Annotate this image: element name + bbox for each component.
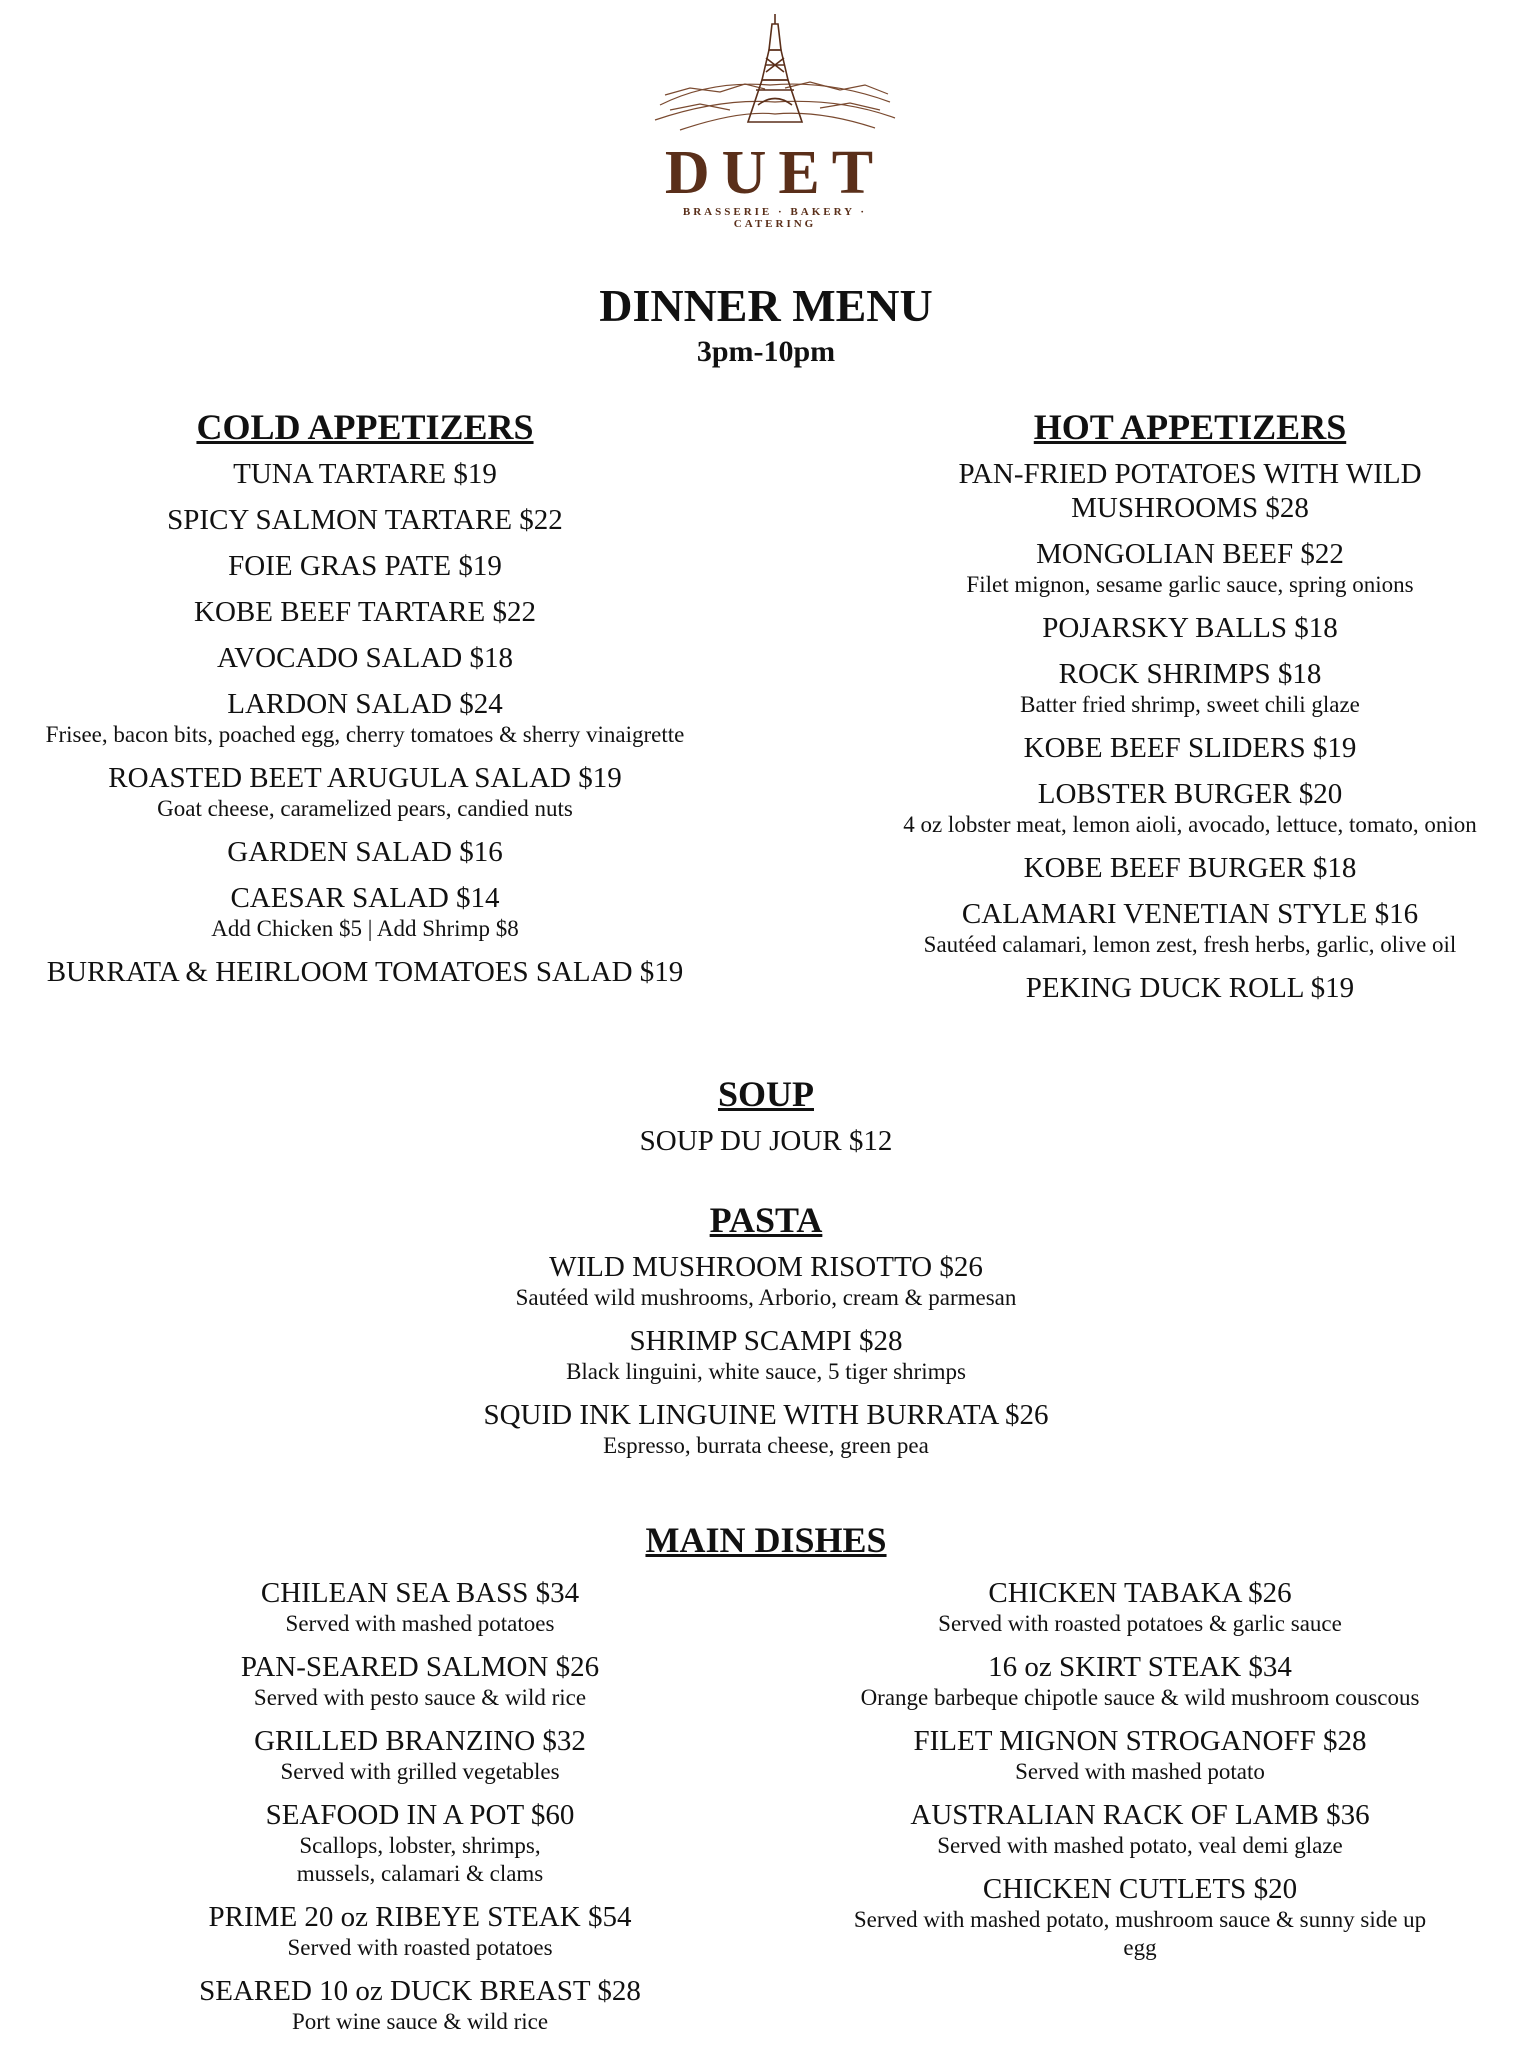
section-heading: PASTA — [709, 1200, 823, 1240]
menu-item — [160, 1900, 680, 1962]
item-name: PEKING DUCK ROLL $19 — [1025, 972, 1355, 1004]
item-name: KOBE BEEF TARTARE $22 — [194, 596, 536, 628]
item-name: PAN-FRIED POTATOES WITH WILD MUSHROOMS $28 — [958, 458, 1422, 524]
menu-item — [820, 1650, 1460, 1712]
section-heading: HOT APPETIZERS — [1033, 407, 1347, 447]
item-description: Served with mashed potato, mushroom sauce & sunny side up egg — [853, 1907, 1427, 1960]
menu-item — [160, 1576, 680, 1638]
item-description: Served with mashed potato — [1015, 1759, 1265, 1784]
item-name: LARDON SALAD $24 — [227, 688, 503, 720]
item-description: Filet mignon, sesame garlic sauce, spring onions — [966, 572, 1414, 597]
menu-title: DINNER MENU — [599, 280, 933, 331]
item-name: SQUID INK LINGUINE WITH BURRATA $26 — [483, 1399, 1049, 1431]
item-description: Served with roasted potatoes & garlic sauce — [938, 1611, 1342, 1636]
item-description: Batter fried shrimp, sweet chili glaze — [1020, 692, 1360, 717]
menu-item — [160, 1974, 680, 2036]
pasta-section — [0, 1198, 1532, 1472]
menu-item — [0, 641, 730, 675]
menu-item — [820, 1576, 1460, 1638]
menu-item — [820, 1724, 1460, 1786]
menu-item — [0, 1250, 1532, 1312]
item-name: SHRIMP SCAMPI $28 — [629, 1325, 903, 1357]
menu-item — [0, 687, 730, 749]
item-description: Goat cheese, caramelized pears, candied nuts — [157, 796, 573, 821]
hot-appetizers-section — [850, 405, 1530, 1017]
item-name: SEARED 10 oz DUCK BREAST $28 — [199, 1975, 641, 2007]
item-description: Orange barbeque chipotle sauce & wild mushroom couscous — [860, 1685, 1420, 1710]
item-name: CHICKEN TABAKA $26 — [988, 1577, 1292, 1609]
item-name: 16 oz SKIRT STEAK $34 — [988, 1651, 1292, 1683]
section-heading: MAIN DISHES — [645, 1520, 887, 1560]
menu-item — [850, 457, 1530, 525]
menu-item — [850, 777, 1530, 839]
menu-item — [0, 1324, 1532, 1386]
section-heading: SOUP — [717, 1074, 814, 1114]
menu-item — [850, 897, 1530, 959]
item-description: Served with mashed potato, veal demi glaze — [937, 1833, 1343, 1858]
item-name: PRIME 20 oz RIBEYE STEAK $54 — [208, 1901, 632, 1933]
menu-hours: 3pm-10pm — [696, 335, 836, 368]
item-name: ROASTED BEET ARUGULA SALAD $19 — [108, 762, 622, 794]
item-description: Black linguini, white sauce, 5 tiger shrimps — [566, 1359, 966, 1384]
menu-item — [160, 1724, 680, 1786]
item-name: GARDEN SALAD $16 — [227, 836, 503, 868]
menu-item — [850, 657, 1530, 719]
item-description: 4 oz lobster meat, lemon aioli, avocado, lettuce, tomato, onion — [903, 812, 1477, 837]
menu-item — [0, 761, 730, 823]
menu-item — [160, 1650, 680, 1712]
item-description: Frisee, bacon bits, poached egg, cherry tomatoes & sherry vinaigrette — [45, 722, 685, 747]
item-name: GRILLED BRANZINO $32 — [254, 1725, 586, 1757]
cold-appetizers-section — [0, 405, 730, 1001]
item-name: CHICKEN CUTLETS $20 — [982, 1873, 1298, 1905]
item-name: KOBE BEEF BURGER $18 — [1023, 852, 1357, 884]
section-heading: COLD APPETIZERS — [196, 407, 534, 447]
menu-item — [850, 537, 1530, 599]
item-name: SPICY SALMON TARTARE $22 — [167, 504, 563, 536]
menu-item — [0, 549, 730, 583]
item-name: CHILEAN SEA BASS $34 — [260, 1577, 580, 1609]
item-description: Sautéed calamari, lemon zest, fresh herbs, garlic, olive oil — [923, 932, 1457, 957]
item-description: Served with grilled vegetables — [280, 1759, 560, 1784]
item-name: AVOCADO SALAD $18 — [217, 642, 513, 674]
brand-logo — [640, 10, 910, 260]
item-name: PAN-SEARED SALMON $26 — [240, 1651, 600, 1683]
brand-tagline: BRASSERIE · BAKERY · CATERING — [682, 206, 868, 230]
menu-item — [0, 595, 730, 629]
item-name: WILD MUSHROOM RISOTTO $26 — [549, 1251, 983, 1283]
menu-header — [0, 278, 1532, 370]
item-description: Scallops, lobster, shrimps, mussels, calamari & clams — [296, 1833, 544, 1886]
item-name: MONGOLIAN BEEF $22 — [1036, 538, 1344, 570]
main-dishes-heading-block — [0, 1518, 1532, 1562]
menu-item — [850, 971, 1530, 1005]
menu-item — [850, 731, 1530, 765]
menu-item — [0, 457, 730, 491]
item-description: Served with pesto sauce & wild rice — [253, 1685, 587, 1710]
main-dishes-left-column — [160, 1576, 680, 2048]
eiffel-tower-illustration — [650, 10, 900, 140]
item-name: FOIE GRAS PATE $19 — [228, 550, 502, 582]
menu-item — [0, 1124, 1532, 1158]
item-name: CALAMARI VENETIAN STYLE $16 — [961, 898, 1419, 930]
item-name: AUSTRALIAN RACK OF LAMB $36 — [910, 1799, 1370, 1831]
item-name: SOUP DU JOUR $12 — [639, 1125, 893, 1157]
main-dishes-right-column — [820, 1576, 1460, 1974]
item-description: Port wine sauce & wild rice — [291, 2009, 549, 2034]
menu-item — [0, 955, 730, 989]
item-description: Served with roasted potatoes — [287, 1935, 553, 1960]
item-name: LOBSTER BURGER $20 — [1037, 778, 1343, 810]
item-name: TUNA TARTARE $19 — [233, 458, 497, 490]
menu-item — [160, 1798, 680, 1888]
menu-item — [820, 1798, 1460, 1860]
brand-name: DUET — [664, 139, 886, 207]
item-name: FILET MIGNON STROGANOFF $28 — [913, 1725, 1367, 1757]
item-name: ROCK SHRIMPS $18 — [1058, 658, 1322, 690]
menu-item — [0, 881, 730, 943]
item-name: CAESAR SALAD $14 — [230, 882, 500, 914]
item-description: Sautéed wild mushrooms, Arborio, cream & parmesan — [515, 1285, 1017, 1310]
menu-item — [0, 835, 730, 869]
item-name: SEAFOOD IN A POT $60 — [265, 1799, 575, 1831]
item-name: POJARSKY BALLS $18 — [1042, 612, 1338, 644]
item-description: Espresso, burrata cheese, green pea — [603, 1433, 929, 1458]
item-description: Served with mashed potatoes — [285, 1611, 555, 1636]
item-name: KOBE BEEF SLIDERS $19 — [1023, 732, 1357, 764]
item-name: BURRATA & HEIRLOOM TOMATOES SALAD $19 — [46, 956, 684, 988]
item-description: Add Chicken $5 | Add Shrimp $8 — [211, 916, 519, 941]
menu-item — [0, 503, 730, 537]
menu-item — [850, 611, 1530, 645]
soup-section — [0, 1072, 1532, 1170]
menu-item — [820, 1872, 1460, 1962]
menu-item — [0, 1398, 1532, 1460]
menu-item — [850, 851, 1530, 885]
